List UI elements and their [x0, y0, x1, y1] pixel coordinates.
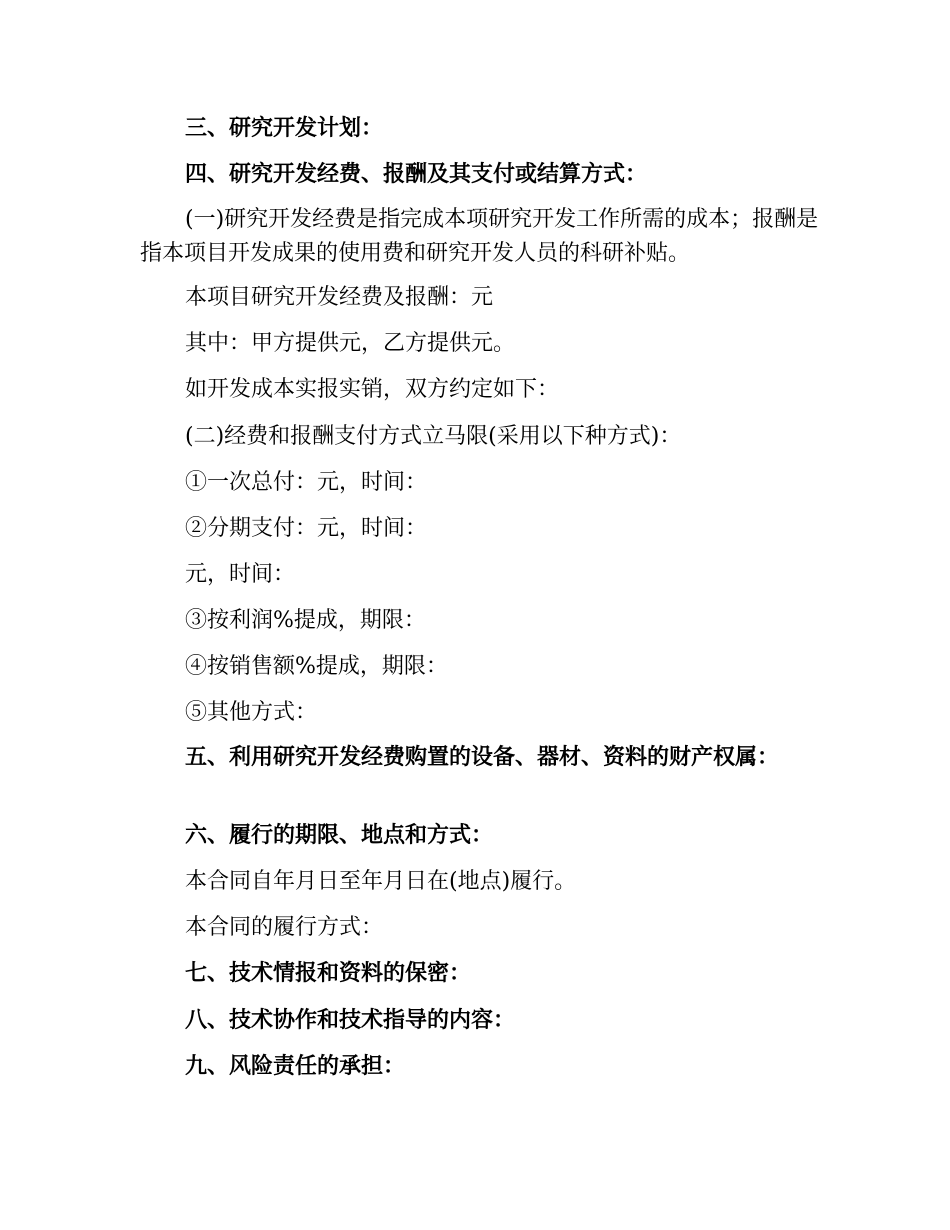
actual-cost-line: 如开发成本实报实销，双方约定如下： [185, 377, 560, 402]
section-4-heading: 四、研究开发经费、报酬及其支付或结算方式： [185, 162, 648, 187]
performance-period-line: 本合同自年月日至年月日在(地点)履行。 [185, 869, 577, 894]
section-8-heading: 八、技术协作和技术指导的内容： [185, 1008, 516, 1033]
section-3-heading: 三、研究开发计划： [185, 116, 384, 141]
payment-option-5: ⑤其他方式： [185, 700, 318, 725]
payment-option-4: ④按销售额%提成，期限： [185, 654, 448, 679]
payment-option-1: ①一次总付：元，时间： [185, 470, 428, 495]
section-6-heading: 六、履行的期限、地点和方式： [185, 823, 494, 848]
payment-option-2-continued: 元，时间： [185, 562, 296, 587]
section-5-heading: 五、利用研究开发经费购置的设备、器材、资料的财产权属： [185, 745, 780, 770]
payment-method-line: (二)经费和报酬支付方式立马限(采用以下种方式)： [185, 424, 682, 449]
funding-amount-line: 本项目研究开发经费及报酬：元 [185, 285, 494, 310]
payment-option-3: ③按利润%提成，期限： [185, 608, 426, 633]
section-9-heading: 九、风险责任的承担： [185, 1054, 406, 1079]
payment-option-2: ②分期支付：元，时间： [185, 516, 428, 541]
performance-method-line: 本合同的履行方式： [185, 915, 384, 940]
funding-split-line: 其中：甲方提供元，乙方提供元。 [185, 331, 516, 356]
section-7-heading: 七、技术情报和资料的保密： [185, 961, 472, 986]
funding-definition-paragraph: (一)研究开发经费是指完成本项研究开发工作所需的成本；报酬是指本项目开发成果的使用费和研究开发人员的科研补贴。 [140, 207, 819, 266]
